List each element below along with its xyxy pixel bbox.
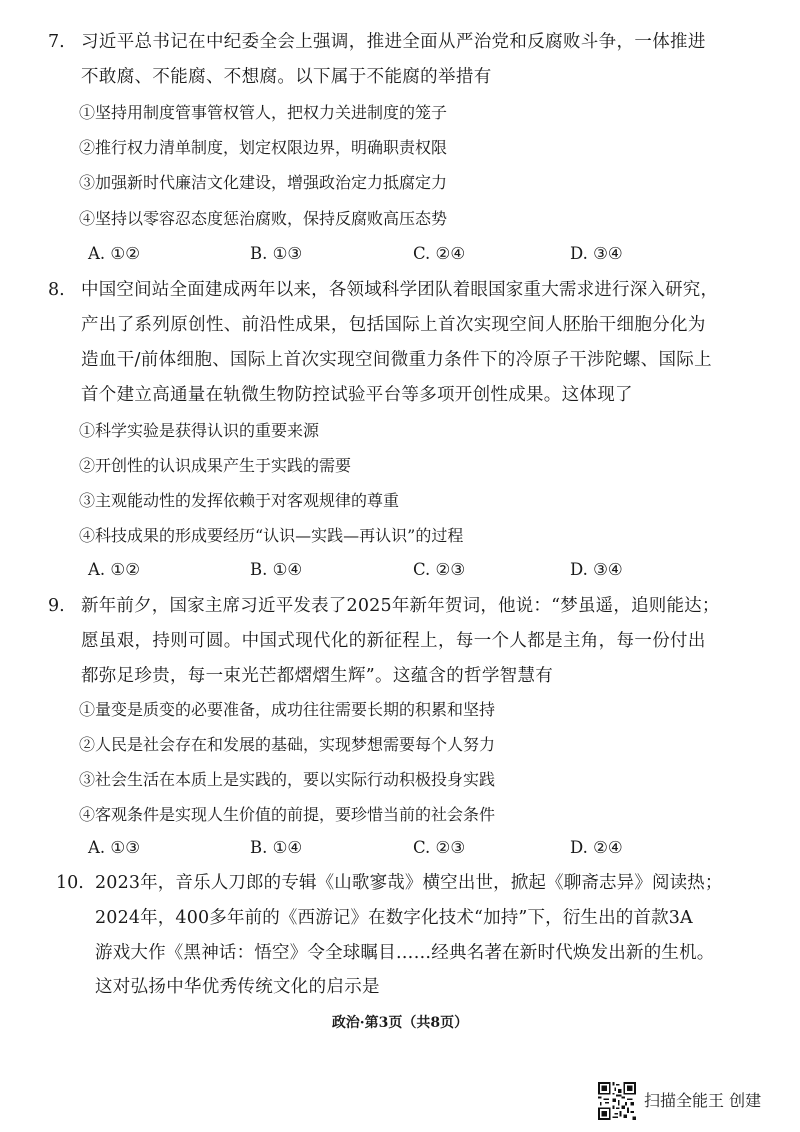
choice-d: D. ②④ bbox=[570, 838, 623, 857]
choice-b: B. ①④ bbox=[250, 838, 303, 857]
option-3: ③加强新时代廉洁文化建设，增强政治定力抵腐定力 bbox=[79, 173, 448, 192]
question-stem-line: 愿虽艰，持则可圆。中国式现代化的新征程上，每一个人都是主角，每一份付出 bbox=[81, 631, 706, 651]
question-number: 9. bbox=[48, 596, 65, 616]
choice-d: D. ③④ bbox=[570, 244, 623, 263]
choice-c: C. ②④ bbox=[413, 244, 466, 263]
question-stem-line: 2023年，音乐人刀郎的专辑《山歌寥哉》横空出世，掀起《聊斋志异》阅读热； bbox=[95, 873, 723, 893]
question-stem-line: 首个建立高通量在轨微生物防控试验平台等多项开创性成果。这体现了 bbox=[81, 385, 633, 405]
choice-a: A. ①③ bbox=[88, 838, 140, 857]
qr-code-icon bbox=[598, 1082, 636, 1120]
page-footer: 政治·第3页（共8页） bbox=[331, 1015, 469, 1031]
question-stem-line: 不敢腐、不能腐、不想腐。以下属于不能腐的举措有 bbox=[81, 67, 492, 87]
question-stem-line: 游戏大作《黑神话：悟空》令全球瞩目……经典名著在新时代焕发出新的生机。 bbox=[95, 943, 715, 963]
question-stem-line: 都弥足珍贵，每一束光芒都熠熠生辉”。这蕴含的哲学智慧有 bbox=[81, 666, 554, 686]
choice-b: B. ①④ bbox=[250, 560, 303, 579]
choice-d: D. ③④ bbox=[570, 560, 623, 579]
question-stem-line: 新年前夕，国家主席习近平发表了2025年新年贺词，他说：“梦虽遥，追则能达； bbox=[81, 596, 720, 616]
question-stem-line: 造血干/前体细胞、国际上首次实现空间微重力条件下的冷原子干涉陀螺、国际上 bbox=[81, 350, 712, 370]
option-1: ①坚持用制度管事管权管人，把权力关进制度的笼子 bbox=[79, 103, 448, 122]
option-3: ③主观能动性的发挥依赖于对客观规律的尊重 bbox=[79, 491, 400, 510]
choice-a: A. ①② bbox=[88, 244, 140, 263]
choice-b: B. ①③ bbox=[250, 244, 303, 263]
question-stem-line: 2024年，400多年前的《西游记》在数字化技术“加持”下，衍生出的首款3A bbox=[95, 908, 693, 928]
question-number: 7. bbox=[48, 32, 65, 52]
question-number: 8. bbox=[48, 280, 65, 300]
question-stem-line: 这对弘扬中华优秀传统文化的启示是 bbox=[95, 977, 380, 997]
question-number: 10. bbox=[56, 873, 84, 893]
option-1: ①量变是质变的必要准备，成功往往需要长期的积累和坚持 bbox=[79, 700, 496, 719]
scanner-stamp bbox=[598, 1082, 761, 1120]
option-1: ①科学实验是获得认识的重要来源 bbox=[79, 421, 320, 440]
question-stem-line: 中国空间站全面建成两年以来，各领域科学团队着眼国家重大需求进行深入研究， bbox=[81, 280, 719, 300]
option-2: ②开创性的认识成果产生于实践的需要 bbox=[79, 456, 352, 475]
choice-c: C. ②③ bbox=[413, 838, 466, 857]
option-4: ④坚持以零容忍态度惩治腐败，保持反腐败高压态势 bbox=[79, 209, 448, 228]
scanner-stamp-text: 扫描全能王 创建 bbox=[644, 1091, 762, 1110]
option-2: ②推行权力清单制度，划定权限边界，明确职责权限 bbox=[79, 138, 448, 157]
option-4: ④科技成果的形成要经历“认识—实践—再认识”的过程 bbox=[79, 526, 464, 545]
choice-c: C. ②③ bbox=[413, 560, 466, 579]
option-2: ②人民是社会存在和发展的基础，实现梦想需要每个人努力 bbox=[79, 735, 496, 754]
choice-a: A. ①② bbox=[88, 560, 140, 579]
question-stem-line: 产出了系列原创性、前沿性成果，包括国际上首次实现空间人胚胎干细胞分化为 bbox=[81, 315, 706, 335]
question-stem-line: 习近平总书记在中纪委全会上强调，推进全面从严治党和反腐败斗争，一体推进 bbox=[81, 32, 706, 52]
option-3: ③社会生活在本质上是实践的，要以实际行动积极投身实践 bbox=[79, 770, 496, 789]
option-4: ④客观条件是实现人生价值的前提，要珍惜当前的社会条件 bbox=[79, 805, 496, 824]
